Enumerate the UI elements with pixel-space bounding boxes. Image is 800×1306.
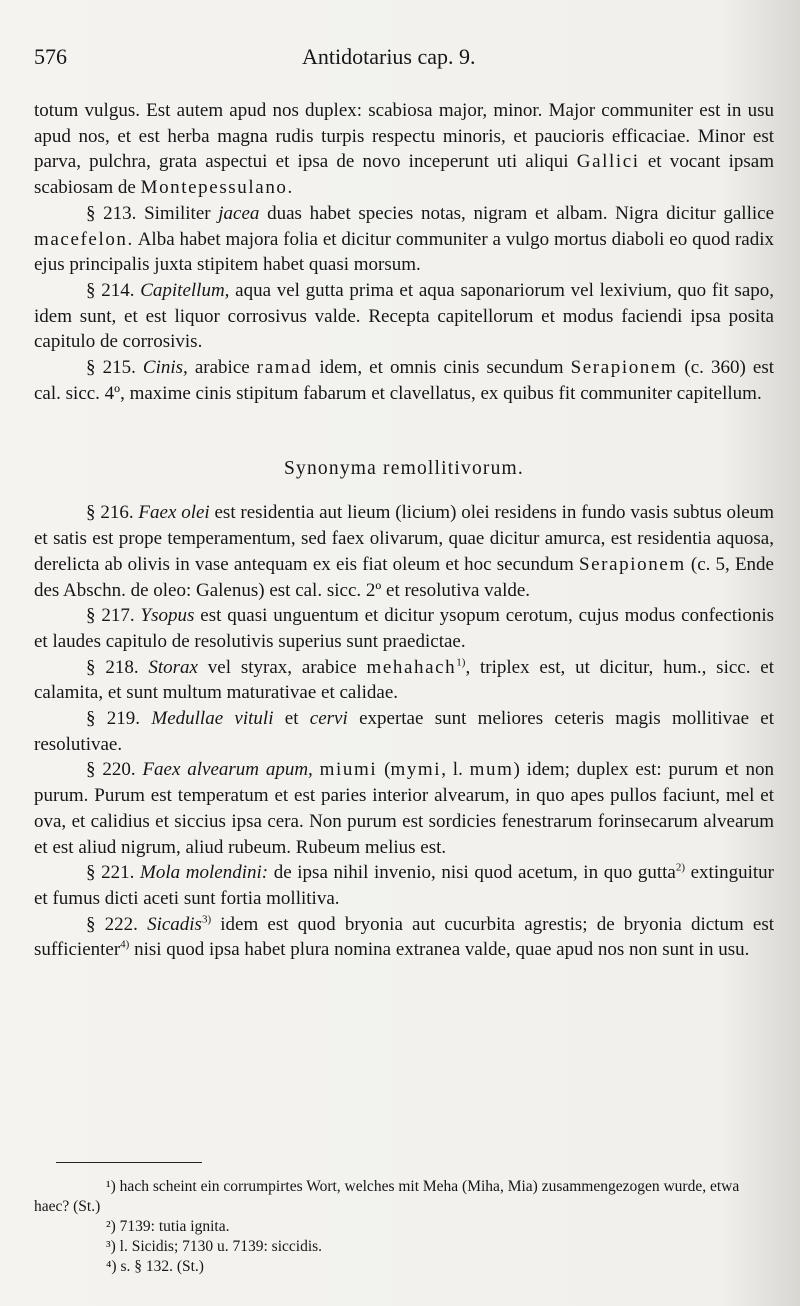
section-215: § 215. Cinis, arabice ramad idem, et omnis cinis secundum Serapionem (c. 360) est cal. sicc. 4º, maxime cinis stipitum fabarum et clavellatus, ex quibus fit communiter capitellum. bbox=[34, 357, 775, 404]
footnote-divider bbox=[56, 1162, 202, 1163]
section-216: § 216. Faex olei est residentia aut lieum (licium) olei residens in fundo vasis subtus oleum et satis est prope temperamentum, sed faex olivarum, quae dicitur amurca, est residentia aquosa, derelicta ab olivis in vase antequam ex eis fiat oleum et hoc secundum Serapionem (c. 5, Ende des Abschn. de oleo: Galenus) est cal. sicc. 2º et resolutiva valde. bbox=[34, 502, 775, 601]
page-number: 576 bbox=[34, 44, 67, 69]
page-header bbox=[34, 44, 774, 74]
section-221: § 221. Mola molendini: de ipsa nihil invenio, nisi quod acetum, in quo gutta$^{2)}$ extinguitur et fumus dicti aceti sunt fortia mollitiva. bbox=[34, 861, 775, 909]
footnote-ref-2: 2) bbox=[675, 861, 685, 874]
footnote-1: ¹) hach scheint ein corrumpirtes Wort, welches mit Meha (Miha, Mia) zusammengezogen wurde, etwa haec? (St.) bbox=[34, 1178, 740, 1215]
section-213: § 213. Similiter jacea duas habet species notas, nigram et albam. Nigra dicitur gallice macefelon. Alba habet majora folia et dicitur communiter a vulgo mortus diaboli eo quod radix ejus principalis juxta stipitem habet quasi morsum. bbox=[34, 202, 775, 276]
footnote-ref-4: 4) bbox=[120, 939, 130, 952]
footnote-2: ²) 7139: tutia ignita. bbox=[106, 1218, 230, 1235]
footnote-4: ⁴) s. § 132. (St.) bbox=[106, 1258, 204, 1275]
section-217: § 217. Ysopus est quasi unguentum et dicitur ysopum cerotum, cujus modus confectionis et laudes capitulo de resolutivis superius sunt praedictae. bbox=[34, 605, 775, 652]
section-214: § 214. Capitellum, aqua vel gutta prima et aqua saponariorum vel lexivium, quo fit sapo, idem sunt, et est liquor corrosivus valde. Recepta capitellorum et modus faciendi ipsa posita capitulo de corrosivis. bbox=[34, 279, 775, 353]
main-text bbox=[34, 98, 774, 963]
section-218: § 218. Storax vel styrax, arabice mehahach$^{1)}$, triplex est, ut dicitur, hum., sicc. et calamita, et sunt multum maturativae et calidae. bbox=[34, 656, 774, 704]
footnote-ref-3: 3) bbox=[201, 913, 212, 926]
section-222: § 222. Sicadis$^{3)}$ idem est quod bryonia aut cucurbita agrestis; de bryonia dictum est sufficienter$^{4)}$ nisi quod ipsa habet plura nomina extranea valde, quae apud nos non sunt in usu. bbox=[34, 913, 775, 961]
section-220: § 220. Faex alvearum apum, miumi (mymi, l. mum) idem; duplex est: purum et non purum. Purum est temperatum et est paries interior alvearum, in quo apes pullos faciunt, mel et ova, et calidius et siccius ipsa cera. Non purum est sordicies fenestrarum forinsecarum alvearum et est aliud nigrum, aliud rubeum. Rubeum melius est. bbox=[34, 759, 775, 858]
footnote-3: ³) l. Sicidis; 7130 u. 7139: siccidis. bbox=[106, 1238, 323, 1255]
running-title: Antidotarius cap. 9. bbox=[302, 44, 476, 69]
paragraph-scabiosa: totum vulgus. Est autem apud nos duplex: scabiosa major, minor. Major communiter est in usu apud nos, et est herba magna rudis turpis respectu minoris, et paucioris efficaciae. Minor est parva, pulchra, grata aspectui et ipsa de novo inceperunt uti aliqui Gallici et vocant ipsam scabiosam de Montepessulano. bbox=[34, 100, 774, 199]
footnotes bbox=[34, 1162, 774, 1277]
section-219: § 219. Medullae vituli et cervi expertae sunt meliores ceteris magis mollitivae et resolutivae. bbox=[34, 708, 775, 755]
footnote-ref-1: 1) bbox=[456, 656, 466, 669]
section-heading: Synonyma remollitivorum. bbox=[283, 458, 525, 480]
